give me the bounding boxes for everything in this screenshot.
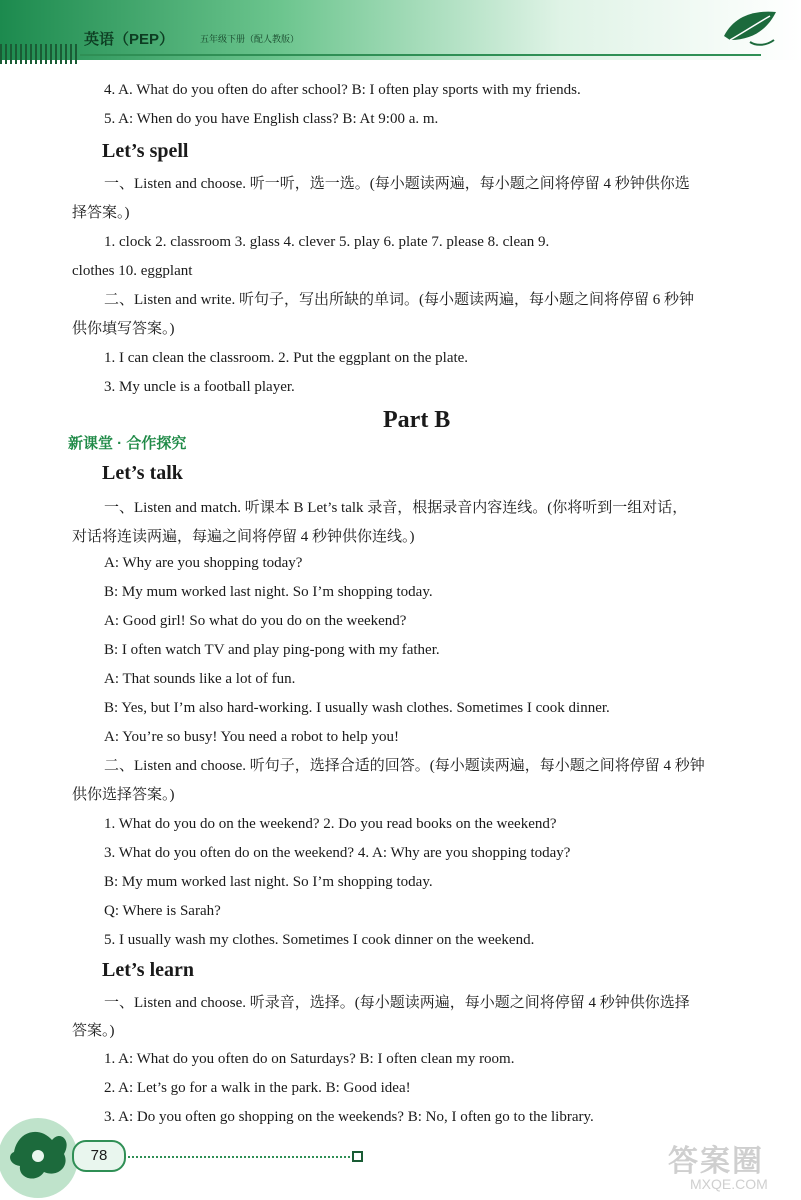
learn-q1-item: 3. A: Do you often go shopping on the weekends? B: No, I often go to the library. <box>104 1109 594 1125</box>
answer-line-5: 5. A: When do you have English class? B: At 9:00 a. m. <box>104 111 439 127</box>
heading-lets-talk: Let’s talk <box>102 462 183 484</box>
learn-q1-item: 1. A: What do you often do on Saturdays? B: I often clean my room. <box>104 1051 515 1067</box>
spell-q2-answers: 1. I can clean the classroom. 2. Put the eggplant on the plate. <box>104 350 469 366</box>
dialogue-line: A: That sounds like a lot of fun. <box>104 671 296 687</box>
book-subtitle: 五年级下册（配人教版） <box>200 34 300 44</box>
dialogue-line: B: Yes, but I’m also hard-working. I usually wash clothes. Sometimes I cook dinner. <box>104 700 610 716</box>
talk-q2-items: Q: Where is Sarah? <box>104 903 221 919</box>
spell-q2-instruction-cont: 供你填写答案。) <box>72 321 175 337</box>
heading-lets-learn: Let’s learn <box>102 959 195 981</box>
footer-leaf-icon <box>0 1100 80 1200</box>
section-label: 新课堂 · 合作探究 <box>68 435 187 452</box>
talk-q2-items: 3. What do you often do on the weekend? 4. A: Why are you shopping today? <box>104 845 571 861</box>
dialogue-line: A: You’re so busy! You need a robot to help you! <box>104 729 399 745</box>
learn-q1-instruction: 一、Listen and choose. 听录音，选择。(每小题读两遍，每小题之间将停留 4 秒钟供你选择 <box>104 995 690 1011</box>
spell-q1-words: 1. clock 2. classroom 3. glass 4. clever 5. play 6. plate 7. please 8. clean 9. <box>104 234 550 250</box>
talk-q1-instruction-cont: 对话将连读两遍，每遍之间将停留 4 秒钟供你连线。) <box>72 529 415 545</box>
part-b-title: Part B <box>383 407 451 433</box>
learn-q1-item: 2. A: Let’s go for a walk in the park. B: Good idea! <box>104 1080 411 1096</box>
talk-q2-instruction: 二、Listen and choose. 听句子，选择合适的回答。(每小题读两遍，每小题之间将停留 4 秒钟 <box>104 758 705 774</box>
spell-q1-instruction-cont: 择答案。) <box>72 205 130 221</box>
talk-q2-instruction-cont: 供你选择答案。) <box>72 787 175 803</box>
dialogue-line: B: My mum worked last night. So I’m shopping today. <box>104 584 433 600</box>
footer-dotted-rule <box>128 1156 350 1158</box>
watermark: 答案圈 <box>668 1145 764 1178</box>
footer-square-marker <box>352 1151 363 1162</box>
heading-lets-spell: Let’s spell <box>102 140 189 162</box>
book-title: 英语（PEP） <box>84 31 175 48</box>
talk-q2-items: B: My mum worked last night. So I’m shopping today. <box>104 874 433 890</box>
dialogue-line: A: Why are you shopping today? <box>104 555 303 571</box>
answer-line-4: 4. A. What do you often do after school? B: I often play sports with my friends. <box>104 82 581 98</box>
talk-q2-items: 1. What do you do on the weekend? 2. Do you read books on the weekend? <box>104 816 557 832</box>
dialogue-line: A: Good girl! So what do you do on the weekend? <box>104 613 407 629</box>
spell-q1-instruction: 一、Listen and choose. 听一听，选一选。(每小题读两遍，每小题之间将停留 4 秒钟供你选 <box>104 176 690 192</box>
learn-q1-instruction-cont: 答案。) <box>72 1023 115 1039</box>
talk-q1-instruction: 一、Listen and match. 听课本 B Let’s talk 录音，根据录音内容连线。(你将听到一组对话， <box>104 500 688 516</box>
dialogue-line: B: I often watch TV and play ping-pong with my father. <box>104 642 440 658</box>
spell-q1-words-cont: clothes 10. eggplant <box>72 263 193 279</box>
page-number: 78 <box>72 1140 126 1172</box>
watermark-url: MXQE.COM <box>690 1176 768 1192</box>
spell-q2-answer-3: 3. My uncle is a football player. <box>104 379 295 395</box>
talk-q2-items: 5. I usually wash my clothes. Sometimes I cook dinner on the weekend. <box>104 932 535 948</box>
spell-q2-instruction: 二、Listen and write. 听句子，写出所缺的单词。(每小题读两遍，每小题之间将停留 6 秒钟 <box>104 292 694 308</box>
